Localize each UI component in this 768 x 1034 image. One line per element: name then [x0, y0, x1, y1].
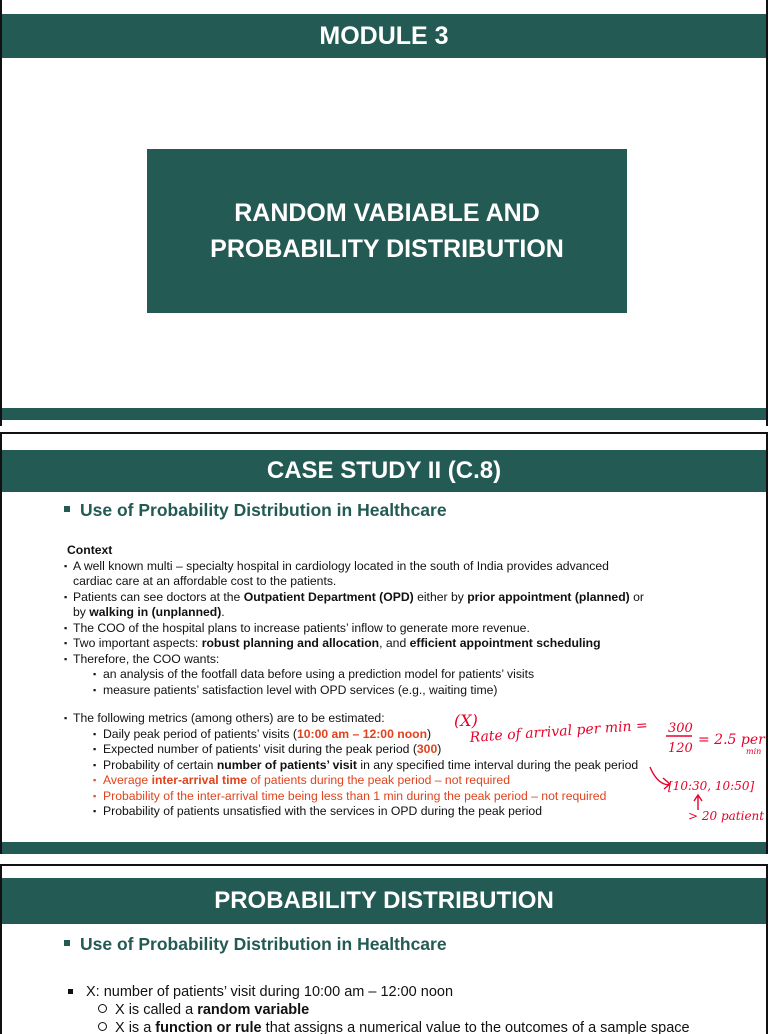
bullet-hospital: ▪ A well known multi – specialty hospital in cardiology located in the south of India provides advanced	[64, 559, 704, 575]
slide1-footer-bar	[2, 408, 766, 420]
slide-case-study	[0, 432, 768, 854]
slide-probability-distribution	[0, 864, 768, 1034]
handwritten-annotations	[2, 434, 768, 854]
slide3-subtitle	[64, 934, 447, 955]
title-line-2: PROBABILITY DISTRIBUTION	[210, 235, 564, 263]
bullet-square-icon	[64, 940, 70, 946]
metric-inter-arrival-probability: ▪ Probability of the inter-arrival time being less than 1 min during the peak period – not required	[64, 789, 704, 805]
metric-unsatisfied: ▪ Probability of patients unsatisfied with the services in OPD during the peak period	[64, 804, 704, 820]
bullet-hospital-cont: cardiac care at an affordable cost to the patients.	[73, 574, 337, 588]
title-line-1: RANDOM VABIABLE AND	[234, 199, 540, 227]
handwritten-rate: Rate of arrival per min =	[469, 717, 649, 746]
handwritten-variable: (X)	[454, 711, 478, 730]
bullet-metrics: ▪ The following metrics (among others) are to be estimated:	[64, 711, 704, 727]
slide-module-title	[0, 0, 768, 426]
context-label: Context	[67, 543, 113, 557]
handwritten-result: = 2.5 per	[698, 732, 765, 748]
handwritten-numerator: 300	[668, 721, 693, 736]
function-line: X is a function or rule that assigns a numerical value to the outcomes of a sample space	[98, 1020, 690, 1034]
slide2-subtitle-text: Use of Probability Distribution in Healthcare	[80, 500, 447, 520]
metric-inter-arrival: ▪ Average inter-arrival time of patients during the peak period – not required	[64, 773, 704, 789]
slide3-subtitle-text: Use of Probability Distribution in Healthcare	[80, 934, 447, 954]
metric-peak-period: ▪ Daily peak period of patients’ visits (10:00 am – 12:00 noon)	[64, 727, 704, 743]
slide3-header: PROBABILITY DISTRIBUTION	[2, 878, 766, 924]
sub-bullet-satisfaction: ▪ measure patients’ satisfaction level with OPD services (e.g., waiting time)	[64, 683, 704, 699]
handwritten-patients: > 20 patient	[688, 809, 765, 823]
slide1-header: MODULE 3	[2, 14, 766, 58]
bullet-square-icon	[68, 989, 73, 994]
slide2-header: CASE STUDY II (C.8)	[2, 450, 766, 492]
x-definition: X: number of patients’ visit during 10:00 am – 12:00 noon	[68, 984, 453, 1000]
bullet-aspects: ▪ Two important aspects: robust planning and allocation, and efficient appointment scheduling	[64, 636, 704, 652]
random-variable-line: X is called a random variable	[98, 1002, 309, 1018]
handwritten-up-arrow	[694, 795, 702, 810]
metric-expected-visits: ▪ Expected number of patients’ visit during the peak period (300)	[64, 742, 704, 758]
bullet-coo: ▪ The COO of the hospital plans to increase patients’ inflow to generate more revenue.	[64, 621, 704, 637]
metric-probability-visits: ▪ Probability of certain number of patients’ visit in any specified time interval during the peak period	[64, 758, 704, 774]
handwritten-interval: [10:30, 10:50]	[668, 779, 755, 793]
module-title-box	[147, 149, 627, 313]
handwritten-denominator: 120	[668, 741, 693, 756]
handwritten-unit: min	[746, 747, 762, 756]
bullet-coo-wants: ▪ Therefore, the COO wants:	[64, 652, 704, 668]
bullet-circle-icon	[98, 1022, 107, 1031]
bullet-circle-icon	[98, 1004, 107, 1013]
bullet-opd-cont: by walking in (unplanned).	[73, 605, 225, 619]
bullet-opd: ▪ Patients can see doctors at the Outpatient Department (OPD) either by prior appointment (planned) or	[64, 590, 704, 606]
slide2-footer-bar	[2, 842, 766, 854]
sub-bullet-analysis: ▪ an analysis of the footfall data before using a prediction model for patients’ visits	[64, 667, 704, 683]
